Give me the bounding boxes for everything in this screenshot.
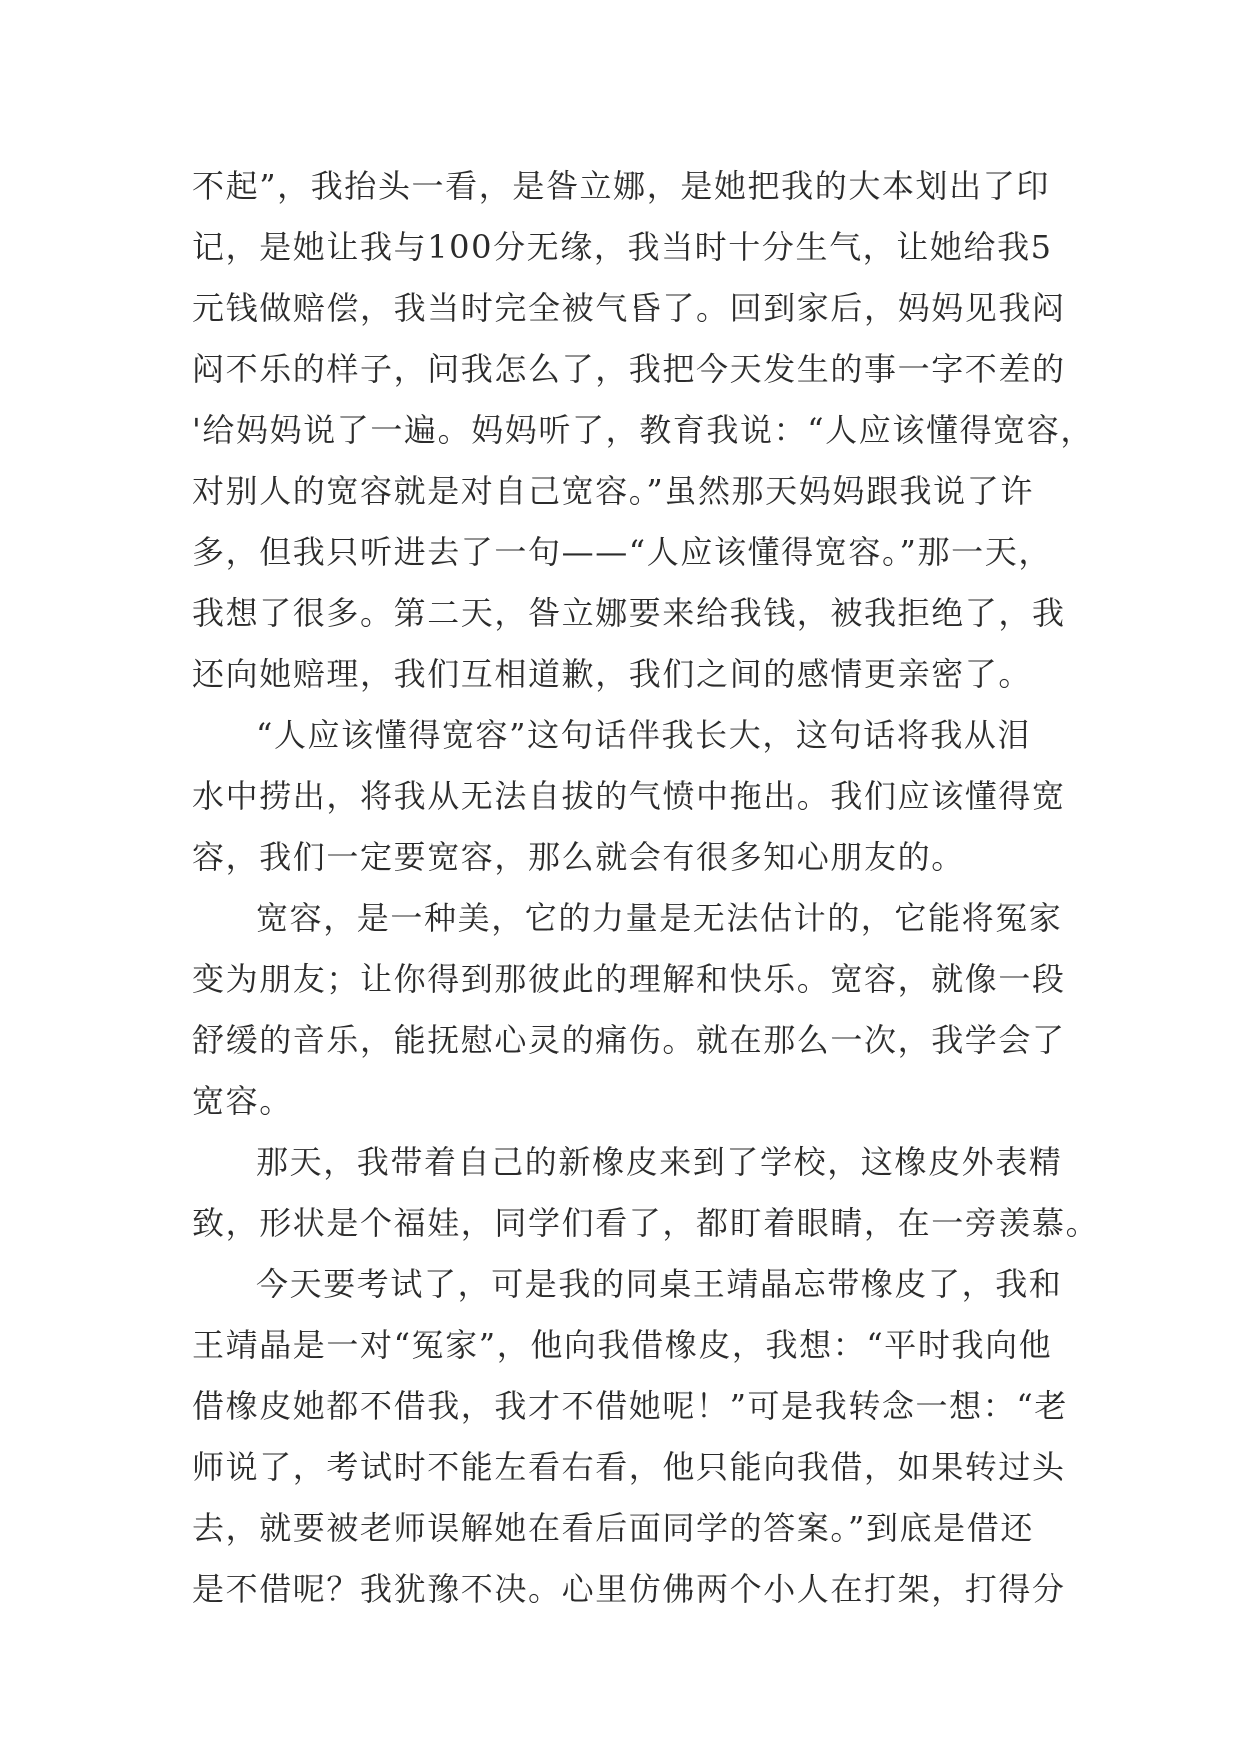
text-line: 是不借呢？我犹豫不决。心里仿佛两个小人在打架，打得分 xyxy=(192,1570,1066,1608)
text-line: 闷不乐的样子，问我怎么了，我把今天发生的事一字不差的 xyxy=(192,350,1066,388)
text-line: 师说了，考试时不能左看右看，他只能向我借，如果转过头 xyxy=(192,1448,1066,1486)
text-line: 还向她赔理，我们互相道歉，我们之间的感情更亲密了。 xyxy=(192,655,1033,693)
text-line: 我想了很多。第二天，昝立娜要来给我钱，被我拒绝了，我 xyxy=(192,594,1066,632)
text-line: 元钱做赔偿，我当时完全被气昏了。回到家后，妈妈见我闷 xyxy=(192,289,1066,327)
paragraph-first-line: 那天，我带着自己的新橡皮来到了学校，这橡皮外表精 xyxy=(256,1143,1063,1181)
text-line: 借橡皮她都不借我，我才不借她呢！”可是我转念一想：“老 xyxy=(192,1387,1068,1425)
text-line: 记，是她让我与100分无缘，我当时十分生气，让她给我5 xyxy=(192,228,1053,266)
paragraph-first-line: “人应该懂得宽容”这句话伴我长大，这句话将我从泪 xyxy=(256,716,1032,754)
text-line: 宽容。 xyxy=(192,1082,293,1120)
text-line: 致，形状是个福娃，同学们看了，都盯着眼睛，在一旁羡慕。 xyxy=(192,1204,1100,1242)
text-line: 容，我们一定要宽容，那么就会有很多知心朋友的。 xyxy=(192,838,965,876)
text-line: 不起”，我抬头一看，是昝立娜，是她把我的大本划出了印 xyxy=(192,167,1050,205)
text-line: 王靖晶是一对“冤家”，他向我借橡皮，我想：“平时我向他 xyxy=(192,1326,1053,1364)
text-line: '给妈妈说了一遍。妈妈听了，教育我说：“人应该懂得宽容， xyxy=(192,411,1094,449)
text-line: 多，但我只听进去了一句——“人应该懂得宽容。”那一天， xyxy=(192,533,1052,571)
text-line: 去，就要被老师误解她在看后面同学的答案。”到底是借还 xyxy=(192,1509,1034,1547)
text-line: 对别人的宽容就是对自己宽容。”虽然那天妈妈跟我说了许 xyxy=(192,472,1034,510)
text-line: 变为朋友；让你得到那彼此的理解和快乐。宽容，就像一段 xyxy=(192,960,1066,998)
text-line: 舒缓的音乐，能抚慰心灵的痛伤。就在那么一次，我学会了 xyxy=(192,1021,1066,1059)
text-line: 水中捞出，将我从无法自拔的气愤中拖出。我们应该懂得宽 xyxy=(192,777,1066,815)
essay-text xyxy=(192,156,1100,1620)
paragraph-first-line: 宽容，是一种美，它的力量是无法估计的，它能将冤家 xyxy=(256,899,1063,937)
paragraph-first-line: 今天要考试了，可是我的同桌王靖晶忘带橡皮了，我和 xyxy=(256,1265,1063,1303)
